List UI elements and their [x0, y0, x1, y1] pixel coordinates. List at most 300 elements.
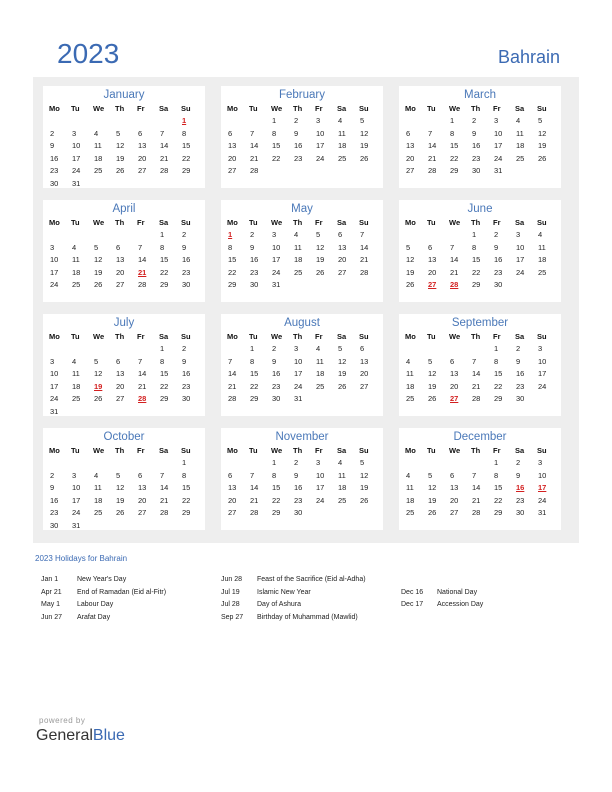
day-cell: 15	[250, 369, 259, 378]
day-cell: 13	[428, 255, 437, 264]
day-cell: 27	[228, 508, 237, 517]
weekday-label: Th	[115, 332, 125, 341]
day-cell: 16	[516, 369, 525, 378]
day-cell: 19	[428, 495, 437, 505]
day-cell: 26	[428, 394, 437, 403]
day-cell: 9	[250, 242, 255, 252]
weekday-label: Fr	[315, 332, 323, 341]
day-cell: 9	[182, 242, 187, 252]
day-cell: 21	[472, 381, 481, 391]
weekday-header	[47, 216, 201, 229]
empty-day-cell	[157, 115, 179, 128]
day-cell: 2	[182, 230, 187, 239]
holiday-name: National Day	[437, 588, 478, 596]
month-june	[399, 200, 561, 302]
holiday-row	[401, 599, 483, 612]
day-cell: 4	[338, 458, 343, 467]
holiday-date: Jun 27	[41, 613, 63, 621]
day-cell: 4	[72, 242, 77, 252]
day-cell: 26	[360, 495, 369, 505]
day-cell: 13	[360, 356, 369, 366]
day-cell: 27	[138, 166, 147, 175]
day-cell: 16	[294, 141, 303, 150]
day-cell: 5	[94, 356, 99, 366]
holiday-row	[221, 574, 366, 587]
month-november	[221, 428, 383, 530]
day-cell: 20	[450, 495, 459, 505]
day-grid	[403, 343, 557, 406]
day-cell: 11	[338, 470, 346, 480]
day-cell: 8	[272, 470, 277, 480]
day-cell: 15	[450, 141, 459, 150]
day-cell: 1	[250, 344, 255, 353]
day-cell: 26	[116, 166, 125, 175]
day-cell: 13	[450, 483, 459, 492]
weekday-label: Sa	[159, 104, 169, 113]
day-cell: 5	[316, 230, 321, 239]
day-cell: 6	[360, 344, 365, 353]
day-cell: 17	[494, 141, 503, 150]
day-cell: 19	[406, 267, 415, 277]
day-cell: 13	[138, 483, 147, 492]
day-cell: 9	[50, 141, 55, 150]
day-cell: 18	[316, 369, 325, 378]
empty-day-cell	[447, 343, 469, 356]
day-cell: 2	[472, 116, 477, 125]
day-cell: 20	[450, 381, 459, 391]
weekday-header	[403, 330, 557, 343]
day-cell: 23	[516, 381, 525, 391]
empty-day-cell	[469, 457, 491, 470]
month-february	[221, 86, 383, 188]
holiday-date: Sep 27	[221, 613, 244, 621]
day-cell: 27	[406, 166, 415, 175]
day-cell: 24	[72, 166, 81, 175]
day-cell: 29	[450, 166, 459, 175]
day-grid	[403, 115, 557, 178]
day-cell: 19	[428, 381, 437, 391]
day-cell: 15	[228, 255, 237, 264]
day-cell: 9	[182, 356, 187, 366]
day-cell: 15	[494, 483, 503, 492]
day-cell: 8	[250, 356, 255, 366]
weekday-label: Su	[359, 446, 369, 455]
weekday-label: Th	[471, 104, 481, 113]
day-cell: 26	[360, 153, 369, 163]
day-grid	[403, 229, 557, 292]
day-cell: 1	[494, 344, 499, 353]
day-cell: 11	[516, 128, 524, 138]
day-cell: 3	[494, 116, 499, 125]
day-cell: 23	[494, 267, 503, 277]
weekday-header	[225, 102, 379, 115]
weekday-label: Sa	[159, 218, 169, 227]
day-cell: 22	[472, 267, 481, 277]
day-cell: 6	[406, 128, 411, 138]
day-cell: 3	[316, 116, 321, 125]
holiday-row	[401, 574, 483, 587]
day-cell: 21	[360, 255, 369, 264]
day-cell: 12	[406, 255, 415, 264]
day-cell: 7	[472, 470, 477, 480]
holiday-column-1	[41, 574, 166, 624]
day-cell: 12	[94, 369, 103, 378]
day-cell: 23	[50, 508, 59, 517]
day-cell: 31	[72, 520, 81, 530]
day-cell: 6	[116, 356, 121, 366]
holiday-day-cell: 27	[450, 394, 459, 403]
day-cell: 17	[50, 267, 59, 277]
day-cell: 2	[294, 116, 299, 125]
weekday-label: We	[271, 332, 283, 341]
day-cell: 18	[516, 141, 525, 150]
day-cell: 22	[494, 381, 503, 391]
day-cell: 31	[294, 394, 303, 403]
day-cell: 17	[538, 369, 547, 378]
day-cell: 17	[272, 255, 281, 264]
day-cell: 10	[72, 483, 81, 492]
weekday-label: Tu	[427, 218, 436, 227]
day-cell: 9	[294, 470, 299, 480]
holiday-name: Day of Ashura	[257, 601, 301, 608]
day-cell: 18	[338, 141, 347, 150]
month-name: March	[464, 89, 496, 101]
day-cell: 4	[516, 116, 521, 125]
day-cell: 19	[538, 141, 547, 150]
holiday-row	[401, 587, 483, 600]
empty-day-cell	[425, 457, 447, 470]
day-cell: 15	[472, 255, 481, 264]
weekday-header	[225, 216, 379, 229]
day-cell: 13	[338, 242, 347, 252]
day-cell: 11	[406, 483, 414, 492]
day-cell: 16	[494, 255, 503, 264]
day-cell: 7	[250, 470, 255, 480]
holiday-day-cell: 21	[138, 267, 147, 277]
weekday-label: Fr	[493, 104, 501, 113]
month-may	[221, 200, 383, 302]
weekday-label: Sa	[159, 332, 169, 341]
holiday-date: Jan 1	[41, 576, 59, 583]
weekday-label: Su	[359, 218, 369, 227]
weekday-label: Mo	[405, 332, 416, 341]
day-cell: 29	[182, 508, 191, 517]
day-cell: 3	[50, 356, 55, 366]
day-cell: 26	[428, 508, 437, 517]
month-name: September	[451, 317, 509, 329]
weekday-label: We	[93, 104, 105, 113]
weekday-label: Su	[359, 104, 369, 113]
day-cell: 20	[138, 153, 147, 163]
day-cell: 30	[182, 394, 191, 403]
holiday-date: Dec 16	[401, 588, 424, 596]
day-cell: 11	[94, 483, 102, 492]
empty-day-cell	[447, 457, 469, 470]
day-cell: 15	[160, 369, 169, 378]
holiday-name: Islamic New Year	[257, 588, 311, 596]
day-cell: 23	[294, 153, 303, 163]
day-cell: 2	[272, 344, 277, 353]
day-cell: 29	[472, 280, 481, 289]
holiday-row	[41, 599, 166, 612]
day-cell: 9	[294, 128, 299, 138]
day-cell: 8	[160, 242, 165, 252]
weekday-label: Su	[181, 104, 191, 113]
day-cell: 23	[182, 267, 191, 277]
holiday-row	[41, 612, 166, 625]
weekday-label: Mo	[405, 446, 416, 455]
empty-day-cell	[425, 115, 447, 128]
day-cell: 9	[472, 128, 477, 138]
month-name: October	[103, 431, 145, 443]
weekday-label: Tu	[71, 104, 80, 113]
day-cell: 7	[472, 356, 477, 366]
day-cell: 30	[516, 394, 525, 403]
day-cell: 24	[272, 267, 281, 277]
weekday-label: Mo	[49, 332, 60, 341]
day-cell: 15	[160, 255, 169, 264]
day-cell: 7	[360, 230, 365, 239]
day-cell: 12	[116, 141, 125, 150]
day-cell: 14	[138, 255, 147, 264]
day-cell: 30	[516, 508, 525, 517]
logo-general-text: General	[36, 727, 93, 744]
day-cell: 27	[116, 394, 125, 403]
day-cell: 18	[72, 267, 81, 277]
day-cell: 24	[538, 381, 547, 391]
empty-day-cell	[47, 115, 69, 128]
day-cell: 11	[316, 356, 324, 366]
day-cell: 15	[272, 141, 281, 150]
day-cell: 30	[182, 280, 191, 289]
empty-day-cell	[447, 229, 469, 242]
empty-day-cell	[47, 343, 69, 356]
month-name: November	[275, 431, 329, 443]
day-cell: 12	[116, 483, 125, 492]
weekday-label: Fr	[493, 218, 501, 227]
weekday-label: Su	[537, 218, 547, 227]
day-cell: 1	[494, 458, 499, 467]
holiday-day-cell: 17	[538, 483, 547, 492]
month-december	[399, 428, 561, 530]
day-cell: 22	[160, 381, 169, 391]
day-cell: 18	[94, 153, 103, 163]
day-cell: 9	[516, 356, 521, 366]
weekday-label: Tu	[249, 218, 258, 227]
day-cell: 25	[406, 394, 415, 403]
day-cell: 18	[72, 381, 81, 391]
weekday-label: Mo	[227, 332, 238, 341]
day-cell: 14	[472, 369, 481, 378]
holiday-name: Labour Day	[77, 601, 114, 608]
empty-day-cell	[91, 229, 113, 242]
day-grid	[47, 229, 201, 292]
day-cell: 30	[494, 280, 503, 289]
day-cell: 25	[94, 166, 103, 175]
day-cell: 30	[272, 394, 281, 403]
day-cell: 5	[94, 242, 99, 252]
day-cell: 14	[160, 483, 169, 492]
weekday-label: Th	[293, 218, 303, 227]
empty-day-cell	[247, 115, 269, 128]
day-cell: 14	[450, 255, 459, 264]
day-cell: 1	[160, 344, 165, 353]
weekday-label: Fr	[315, 218, 323, 227]
day-cell: 2	[50, 470, 55, 480]
day-cell: 16	[294, 483, 303, 492]
holiday-day-cell: 28	[138, 394, 147, 403]
day-cell: 23	[472, 153, 481, 163]
weekday-label: Sa	[515, 218, 525, 227]
generalblue-logo[interactable]	[36, 727, 125, 745]
weekday-label: Fr	[137, 332, 145, 341]
day-cell: 20	[406, 153, 415, 163]
empty-day-cell	[135, 229, 157, 242]
day-cell: 27	[138, 508, 147, 517]
day-cell: 18	[538, 255, 547, 264]
weekday-header	[403, 216, 557, 229]
day-cell: 6	[138, 470, 143, 480]
weekday-header	[225, 444, 379, 457]
weekday-label: Th	[471, 446, 481, 455]
day-cell: 5	[428, 470, 433, 480]
holiday-date: Jul 28	[221, 601, 240, 608]
day-cell: 4	[316, 344, 321, 353]
empty-day-cell	[403, 115, 425, 128]
holiday-row	[221, 599, 366, 612]
day-cell: 22	[228, 267, 237, 277]
holiday-date: Apr 21	[41, 588, 62, 596]
day-cell: 7	[228, 356, 233, 366]
weekday-label: Sa	[337, 332, 347, 341]
day-cell: 9	[516, 470, 521, 480]
weekday-header	[225, 330, 379, 343]
day-cell: 6	[228, 470, 233, 480]
day-cell: 28	[472, 508, 481, 517]
day-cell: 3	[538, 344, 543, 353]
day-cell: 25	[338, 153, 347, 163]
month-name: December	[453, 431, 507, 443]
day-cell: 25	[338, 495, 347, 505]
day-cell: 19	[360, 483, 369, 492]
day-cell: 8	[450, 128, 455, 138]
holiday-name: End of Ramadan (Eid al-Fitr)	[77, 588, 167, 596]
day-cell: 11	[538, 242, 546, 252]
day-cell: 30	[50, 520, 59, 530]
day-cell: 3	[72, 128, 77, 138]
day-grid	[225, 229, 379, 292]
day-cell: 5	[338, 344, 343, 353]
day-grid	[47, 457, 201, 532]
day-cell: 7	[160, 128, 165, 138]
day-cell: 20	[228, 153, 237, 163]
day-cell: 26	[338, 381, 347, 391]
day-cell: 11	[72, 255, 80, 264]
day-cell: 24	[494, 153, 503, 163]
day-cell: 11	[294, 242, 302, 252]
day-cell: 16	[182, 255, 191, 264]
weekday-label: Fr	[493, 446, 501, 455]
day-cell: 24	[294, 381, 303, 391]
day-cell: 14	[250, 483, 259, 492]
day-cell: 15	[182, 483, 191, 492]
day-cell: 25	[316, 381, 325, 391]
day-cell: 1	[182, 458, 187, 467]
day-cell: 5	[428, 356, 433, 366]
weekday-label: Mo	[49, 446, 60, 455]
weekday-label: Su	[181, 218, 191, 227]
day-cell: 27	[228, 166, 237, 175]
day-cell: 19	[316, 255, 325, 264]
day-cell: 21	[228, 381, 237, 391]
day-cell: 20	[116, 381, 125, 391]
day-cell: 5	[116, 128, 121, 138]
day-cell: 14	[428, 141, 437, 150]
day-cell: 12	[538, 128, 547, 138]
weekday-label: We	[271, 104, 283, 113]
day-cell: 28	[250, 508, 259, 517]
day-cell: 20	[228, 495, 237, 505]
day-cell: 10	[50, 255, 59, 264]
holiday-date	[401, 574, 437, 587]
day-cell: 29	[182, 166, 191, 175]
day-cell: 10	[516, 242, 525, 252]
empty-day-cell	[91, 115, 113, 128]
weekday-label: Fr	[315, 104, 323, 113]
day-cell: 10	[272, 242, 281, 252]
month-name: July	[113, 317, 135, 329]
weekday-label: Sa	[515, 446, 525, 455]
month-january	[43, 86, 205, 188]
weekday-label: Sa	[337, 104, 347, 113]
day-grid	[225, 457, 379, 520]
day-cell: 30	[294, 508, 303, 517]
day-cell: 25	[294, 267, 303, 277]
weekday-label: Sa	[337, 446, 347, 455]
day-cell: 15	[494, 369, 503, 378]
holidays-title: 2023 Holidays for Bahrain	[35, 554, 128, 563]
day-cell: 18	[406, 381, 415, 391]
month-name: June	[467, 203, 493, 215]
weekday-label: Tu	[427, 332, 436, 341]
empty-day-cell	[225, 115, 247, 128]
holiday-row	[41, 574, 166, 587]
day-cell: 22	[182, 153, 191, 163]
day-cell: 23	[182, 381, 191, 391]
day-cell: 19	[338, 369, 347, 378]
day-cell: 28	[160, 508, 169, 517]
weekday-label: Mo	[227, 446, 238, 455]
empty-day-cell	[69, 343, 91, 356]
weekday-label: Fr	[137, 446, 145, 455]
holiday-day-cell: 28	[450, 280, 459, 289]
day-cell: 7	[160, 470, 165, 480]
day-cell: 30	[50, 178, 59, 188]
day-cell: 9	[272, 356, 277, 366]
day-cell: 29	[160, 280, 169, 289]
day-cell: 22	[160, 267, 169, 277]
weekday-label: Su	[537, 446, 547, 455]
weekday-label: Th	[293, 104, 303, 113]
month-july	[43, 314, 205, 416]
day-cell: 4	[94, 470, 99, 480]
empty-day-cell	[69, 229, 91, 242]
empty-day-cell	[225, 457, 247, 470]
day-cell: 14	[138, 369, 147, 378]
day-cell: 4	[538, 230, 543, 239]
day-cell: 25	[406, 508, 415, 517]
weekday-label: We	[93, 218, 105, 227]
